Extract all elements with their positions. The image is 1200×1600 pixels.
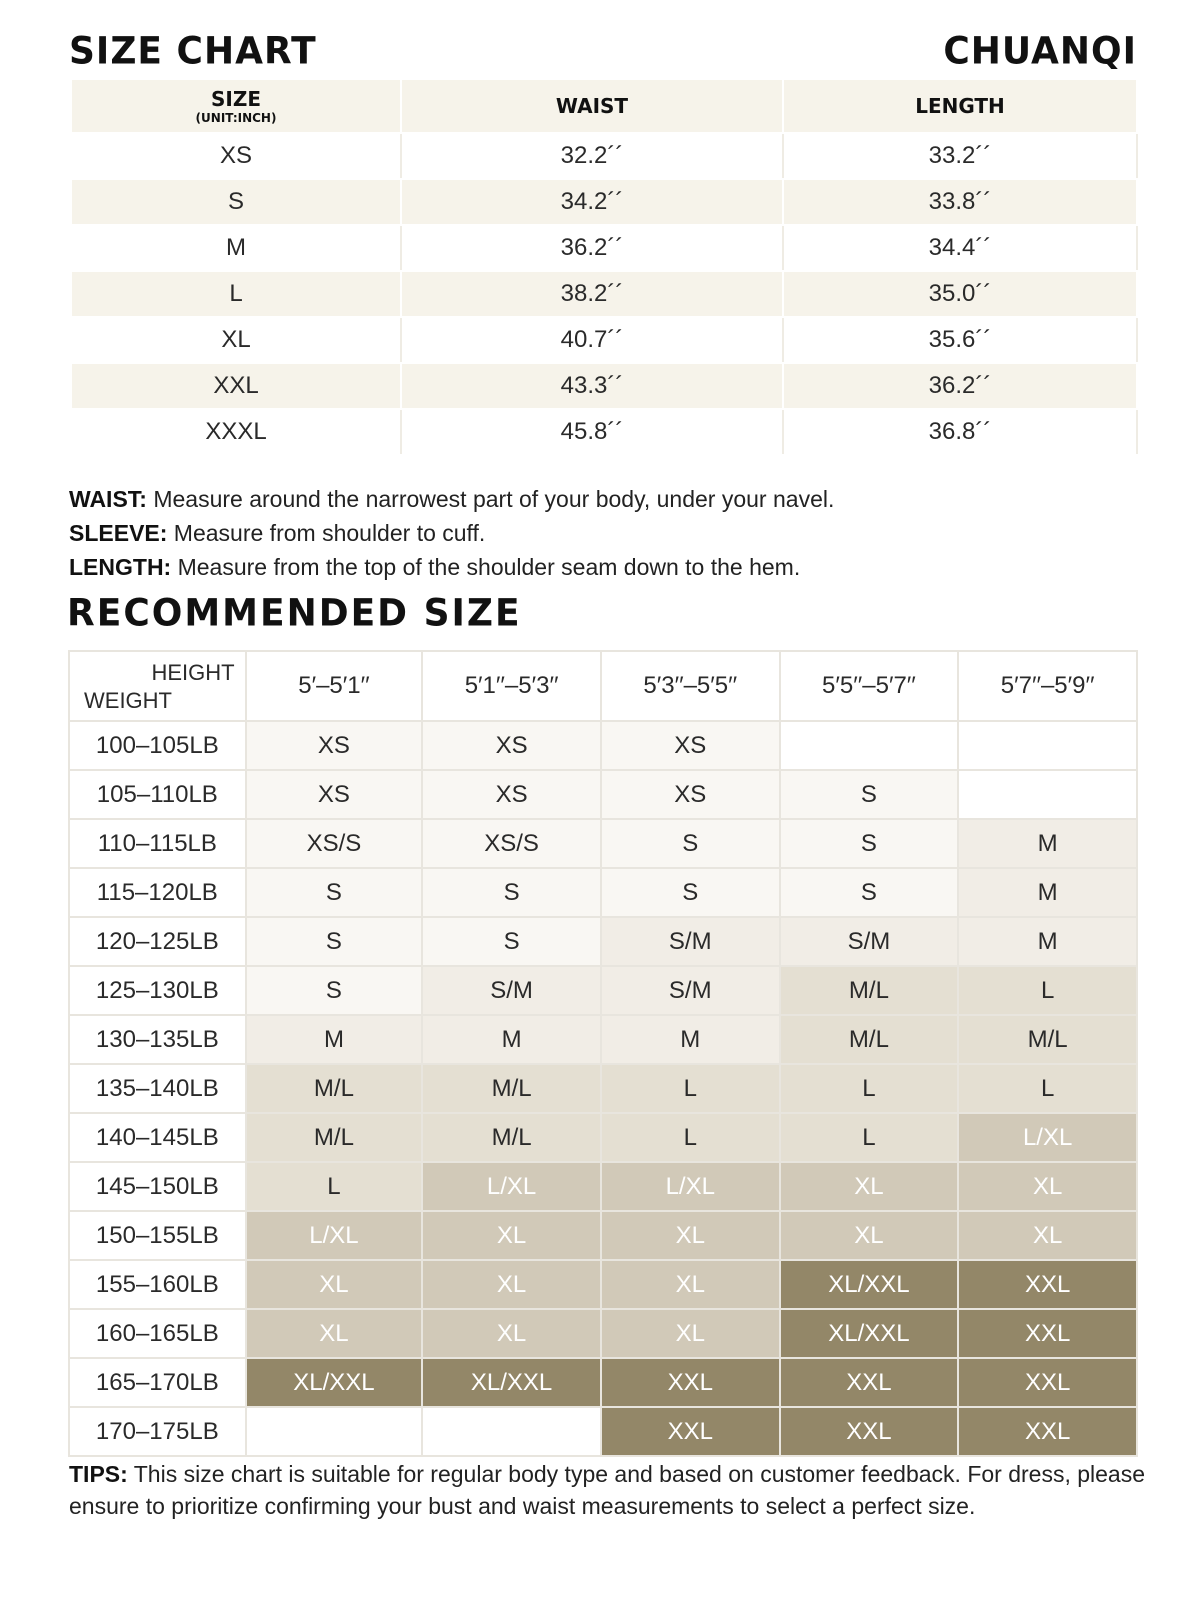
recommended-size-cell: L [958,966,1137,1015]
recommended-size-cell: S [780,868,959,917]
recommended-size-cell: S [422,917,601,966]
recommended-size-cell: M [958,917,1137,966]
weight-range-cell: 115–120LB [69,868,246,917]
weight-range-cell: 145–150LB [69,1162,246,1211]
weight-row [69,1358,1137,1407]
size-chart-row [71,409,1137,455]
note-waist: WAIST: Measure around the narrowest part of your body, under your navel. [69,486,835,512]
note-length: LENGTH: Measure from the top of the shoulder seam down to the hem. [69,554,801,580]
brand-logo: CHUANQI [943,29,1137,73]
size-chart-cell-size: XXL [71,363,401,409]
weight-row [69,1064,1137,1113]
recommended-size-cell: XS [422,770,601,819]
weight-row [69,1162,1137,1211]
recommended-size-cell: XL [958,1162,1137,1211]
height-weight-corner [69,651,246,721]
weight-label: WEIGHT [84,688,172,713]
recommended-size-cell: XL/XXL [422,1358,601,1407]
size-chart-row [71,179,1137,225]
weight-range-cell: 150–155LB [69,1211,246,1260]
size-chart-cell-size: S [71,179,401,225]
weight-row [69,1309,1137,1358]
recommended-size-cell: XS [246,770,423,819]
recommended-size-cell: M/L [246,1113,423,1162]
recommended-size-cell: M/L [780,1015,959,1064]
recommended-size-cell [958,721,1137,770]
size-chart-cell-length: 36.8´´ [783,409,1137,455]
size-header-label: SIZE [210,87,261,111]
weight-range-cell: 110–115LB [69,819,246,868]
size-chart-cell-waist: 38.2´´ [401,271,783,317]
tips-body: This size chart is suitable for regular body type and based on customer feedback. For dress, please ensure to prioritize confirming your bust and waist measurements to select a perfect size. [69,1461,1146,1519]
waist-header: WAIST [401,79,783,133]
size-chart-cell-size: M [71,225,401,271]
height-column-header: 5′7′′–5′9′′ [958,651,1137,721]
recommended-size-cell: XS [601,721,780,770]
recommended-size-cell: S [780,770,959,819]
height-header-row [69,651,1137,721]
recommended-size-cell: S [422,868,601,917]
recommended-size-cell: XS [601,770,780,819]
weight-row [69,1015,1137,1064]
size-chart-row [71,225,1137,271]
recommended-size-cell [958,770,1137,819]
recommended-size-cell: L [601,1113,780,1162]
weight-range-cell: 130–135LB [69,1015,246,1064]
recommended-size-cell: L [780,1064,959,1113]
size-chart-cell-size: XS [71,133,401,179]
recommended-size-cell: L [780,1113,959,1162]
recommended-size-cell: M [958,868,1137,917]
recommended-size-cell [780,721,959,770]
recommended-size-cell: XL [246,1309,423,1358]
recommended-size-cell: S/M [780,917,959,966]
recommended-size-cell: S [601,868,780,917]
size-chart-title: SIZE CHART [69,29,317,73]
recommended-size-table [68,650,1138,1457]
recommended-size-cell: XL [780,1211,959,1260]
recommended-size-cell: XXL [780,1407,959,1456]
note-sleeve: SLEEVE: Measure from shoulder to cuff. [69,520,486,546]
recommended-size-cell: XXL [958,1407,1137,1456]
recommended-size-cell: XL/XXL [246,1358,423,1407]
recommended-size-cell: XL/XXL [780,1309,959,1358]
unit-label: (UNIT:INCH) [195,111,277,125]
weight-row [69,1113,1137,1162]
weight-row [69,1260,1137,1309]
recommended-size-cell: XXL [958,1358,1137,1407]
recommended-size-cell: XL [422,1309,601,1358]
size-chart-cell-size: L [71,271,401,317]
recommended-size-cell: M/L [780,966,959,1015]
size-chart-cell-waist: 40.7´´ [401,317,783,363]
weight-range-cell: 170–175LB [69,1407,246,1456]
size-chart-cell-waist: 45.8´´ [401,409,783,455]
recommended-size-cell: L/XL [958,1113,1137,1162]
recommended-size-cell: S [246,917,423,966]
recommended-size-cell: XXL [601,1358,780,1407]
weight-row [69,1407,1137,1456]
size-chart-cell-length: 35.0´´ [783,271,1137,317]
weight-range-cell: 160–165LB [69,1309,246,1358]
tips-label: TIPS: [69,1461,128,1487]
recommended-size-cell: L [246,1162,423,1211]
recommended-size-cell [246,1407,423,1456]
weight-row [69,917,1137,966]
recommended-size-cell: S/M [601,966,780,1015]
weight-range-cell: 100–105LB [69,721,246,770]
recommended-size-cell: L [958,1064,1137,1113]
size-chart-row [71,317,1137,363]
recommended-size-cell: XL [246,1260,423,1309]
size-chart-cell-length: 33.2´´ [783,133,1137,179]
recommended-size-cell: XS/S [246,819,423,868]
height-column-header: 5′3′′–5′5′′ [601,651,780,721]
size-chart-cell-waist: 32.2´´ [401,133,783,179]
height-label: HEIGHT [151,660,235,685]
size-chart-row [71,271,1137,317]
recommended-size-cell: L/XL [246,1211,423,1260]
recommended-size-cell: XS [246,721,423,770]
weight-row [69,966,1137,1015]
weight-range-cell: 135–140LB [69,1064,246,1113]
weight-row [69,721,1137,770]
weight-range-cell: 120–125LB [69,917,246,966]
recommended-size-cell: XXL [601,1407,780,1456]
recommended-size-cell: S [246,868,423,917]
recommended-size-cell: XL [422,1211,601,1260]
size-chart-header-row [71,79,1137,133]
recommended-size-cell: M/L [422,1113,601,1162]
size-chart-cell-length: 36.2´´ [783,363,1137,409]
weight-row [69,770,1137,819]
recommended-size-cell: L/XL [601,1162,780,1211]
height-column-header: 5′1′′–5′3′′ [422,651,601,721]
size-chart-cell-size: XL [71,317,401,363]
size-chart-cell-waist: 36.2´´ [401,225,783,271]
recommended-size-cell: L [601,1064,780,1113]
tips-text [69,1458,1149,1522]
recommended-size-cell: XS/S [422,819,601,868]
recommended-size-cell [422,1407,601,1456]
size-chart-cell-length: 34.4´´ [783,225,1137,271]
recommended-size-cell: XS [422,721,601,770]
recommended-size-cell: XL [422,1260,601,1309]
weight-range-cell: 165–170LB [69,1358,246,1407]
length-header: LENGTH [783,79,1137,133]
size-chart-cell-length: 35.6´´ [783,317,1137,363]
recommended-size-cell: S/M [601,917,780,966]
recommended-size-cell: M/L [958,1015,1137,1064]
weight-row [69,1211,1137,1260]
recommended-size-cell: XL [601,1309,780,1358]
size-chart-row [71,133,1137,179]
height-column-header: 5′–5′1′′ [246,651,423,721]
size-chart-cell-length: 33.8´´ [783,179,1137,225]
recommended-size-cell: M/L [422,1064,601,1113]
recommended-size-cell: M [246,1015,423,1064]
size-chart-table [70,78,1138,456]
recommended-size-cell: XL [958,1211,1137,1260]
recommended-size-cell: M [601,1015,780,1064]
size-header [71,79,401,133]
size-chart-cell-waist: 43.3´´ [401,363,783,409]
weight-range-cell: 105–110LB [69,770,246,819]
recommended-size-cell: S/M [422,966,601,1015]
recommended-size-cell: XXL [958,1309,1137,1358]
recommended-size-cell: XL [780,1162,959,1211]
weight-range-cell: 125–130LB [69,966,246,1015]
weight-range-cell: 155–160LB [69,1260,246,1309]
recommended-size-cell: XL [601,1260,780,1309]
size-chart-cell-size: XXXL [71,409,401,455]
weight-row [69,868,1137,917]
recommended-size-cell: XXL [780,1358,959,1407]
height-column-header: 5′5′′–5′7′′ [780,651,959,721]
weight-row [69,819,1137,868]
recommended-size-cell: L/XL [422,1162,601,1211]
recommended-size-cell: M [422,1015,601,1064]
measurement-notes [69,482,834,584]
size-chart-cell-waist: 34.2´´ [401,179,783,225]
recommended-size-title: RECOMMENDED SIZE [67,591,522,635]
recommended-size-cell: M [958,819,1137,868]
recommended-size-cell: S [601,819,780,868]
recommended-size-cell: S [780,819,959,868]
recommended-size-cell: S [246,966,423,1015]
recommended-size-cell: XXL [958,1260,1137,1309]
recommended-size-cell: M/L [246,1064,423,1113]
size-chart-row [71,363,1137,409]
recommended-size-cell: XL/XXL [780,1260,959,1309]
weight-range-cell: 140–145LB [69,1113,246,1162]
recommended-size-cell: XL [601,1211,780,1260]
